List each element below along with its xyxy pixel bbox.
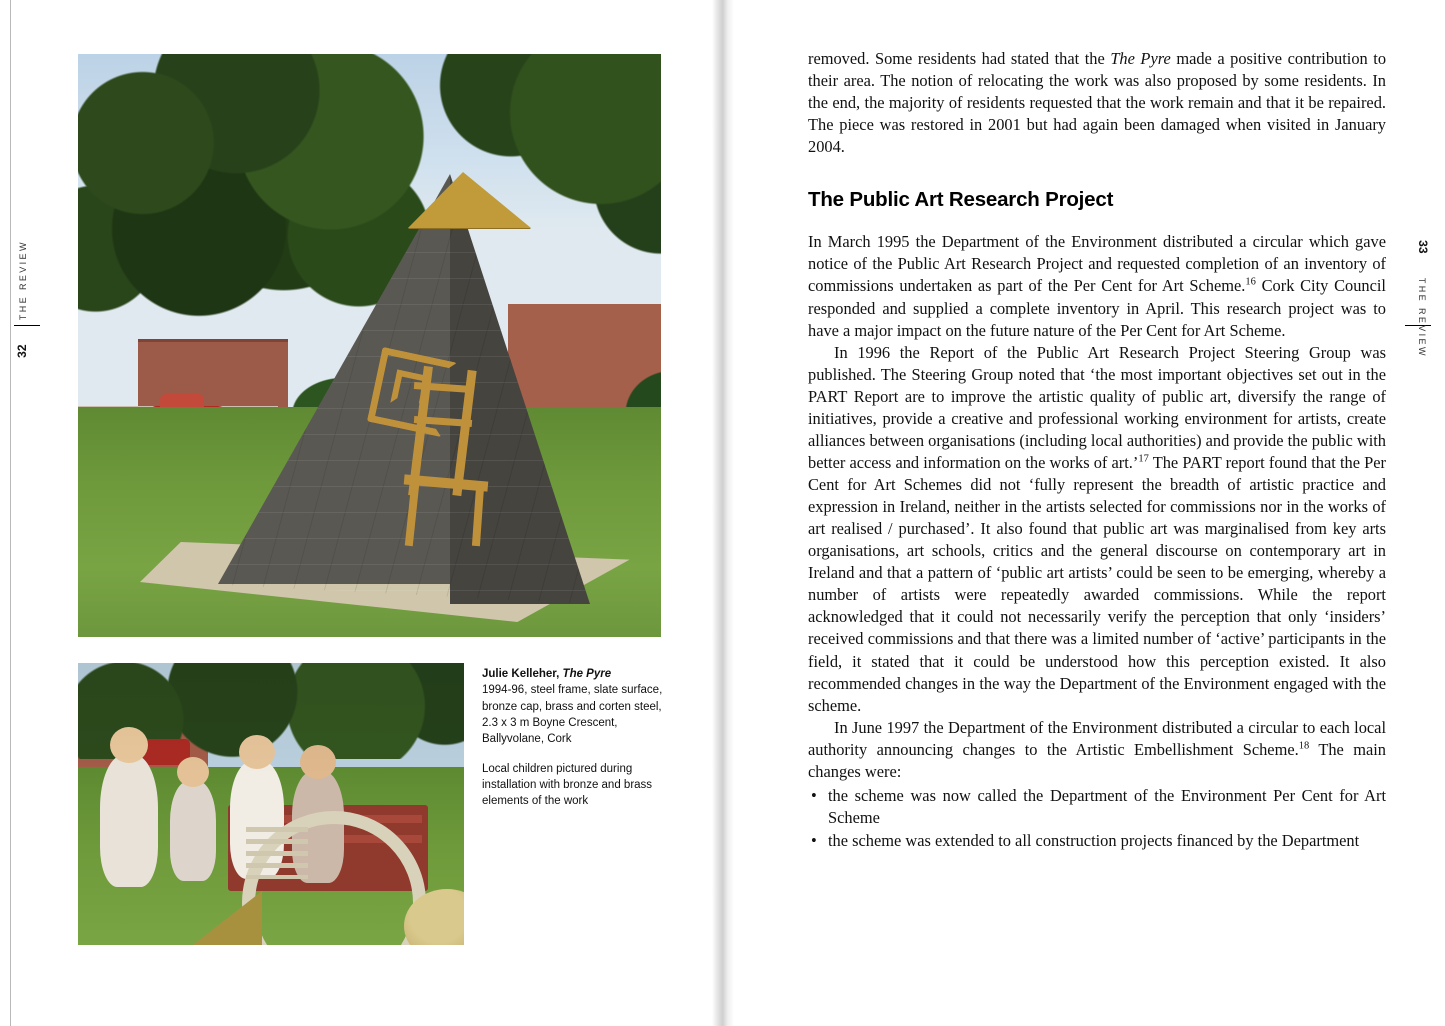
para-2-b: Cork City Council responded and supplied a complete inventory in April. This research project was to have a major impact on the future nature of the Per Cent for Art Scheme. <box>808 276 1386 340</box>
caption-work-title: The Pyre <box>562 668 612 680</box>
chair-motif <box>398 366 490 548</box>
folio-left <box>15 239 29 359</box>
footnote-marker-17: 17 <box>1138 453 1149 465</box>
folio-right <box>1416 239 1430 359</box>
caption-details: 1994-96, steel frame, slate surface, bronze cap, brass and corten steel, 2.3 x 3 m Boyne Crescent, Ballyvolane, Cork <box>482 684 663 746</box>
list-item-text: the scheme was now called the Department of the Environment Per Cent for Art Scheme <box>828 785 1386 827</box>
figure-caption <box>482 666 664 823</box>
paragraph-2 <box>808 231 1386 341</box>
bullet-glyph: • <box>811 831 817 850</box>
paragraph-3 <box>808 342 1386 717</box>
left-page <box>0 0 712 1026</box>
para-3-b: The PART report found that the Per Cent for Art Schemes did not ‘fully represent the breadth of artistic practice and expression in Ireland, neither in the artists selected for commissions nor in the works of art realised / purchased’. It also found that public art was marginalised from key arts organisations, art schools, critics and the general discourse on contemporary art in Ireland and that a pattern of ‘public art artists’ could be seen to be emerging, whereby a number of artists were repeatedly awarded commissions. While the report acknowledged that it could not necessarily verify the perception that only ‘insiders’ received commissions and that there was a limited number of ‘active’ participants in the field, it stated that it could be understood how this perception existed. It also recommended changes in the way the Department of the Environment engaged with the scheme. <box>808 452 1386 715</box>
paragraph-4 <box>808 717 1386 783</box>
list-item <box>808 830 1386 852</box>
page-number-left: 32 <box>15 344 29 358</box>
changes-list <box>808 785 1386 852</box>
book-gutter <box>712 0 734 1026</box>
caption-artist: Julie Kelleher, <box>482 668 563 680</box>
para-2-a: In March 1995 the Department of the Environment distributed a circular which gave notice of the Public Art Research Project and requested completion of an inventory of commissions undertaken as part of the Per Cent for Art Scheme. <box>808 232 1386 296</box>
bronze-cap <box>408 172 531 228</box>
running-head-right: THE REVIEW <box>1417 277 1427 358</box>
para-continued-rest: made a positive contribution to their area. The notion of relocating the work was also proposed by some residents. In the end, the majority of residents requested that the work remain and that it be repaired. The piece was restored in 2001 but had again been damaged when visited in January 2004. <box>808 49 1387 157</box>
caption-title-block <box>482 666 664 748</box>
photo-vignette <box>78 663 464 945</box>
gutter-rule <box>10 0 11 1026</box>
running-head-left: THE REVIEW <box>18 240 28 321</box>
list-item-text: the scheme was extended to all construction projects financed by the Department <box>828 831 1360 850</box>
right-page <box>734 0 1445 1026</box>
text-column <box>808 48 1386 853</box>
photograph-children-with-artwork <box>78 663 464 945</box>
para-3-a: In 1996 the Report of the Public Art Research Project Steering Group was published. The Steering Group noted that ‘the most important objectives set out in the PART Report are to improve the artistic quality of public art, diversify the range of initiatives, provide a creative and professional working environment for artists, create alliances between organisations (including local authorities) and provide the public with better access and information on the works of art.’ <box>808 342 1386 472</box>
section-heading: The Public Art Research Project <box>808 188 1114 212</box>
para-continued-start: removed. Some residents had stated that the <box>808 49 1111 68</box>
para-continued-italic: The Pyre <box>1110 49 1171 68</box>
para-4-b: The main changes were: <box>808 739 1387 781</box>
list-item <box>808 785 1386 829</box>
footnote-marker-16: 16 <box>1245 276 1256 288</box>
paragraph-continued <box>808 48 1386 158</box>
footnote-marker-18: 18 <box>1298 740 1310 752</box>
para-4-a: In June 1997 the Department of the Environment distributed a circular to each local authority announcing changes to the Artistic Embellishment Scheme. <box>808 717 1386 759</box>
bullet-glyph: • <box>811 785 817 805</box>
page-number-right: 33 <box>1416 240 1430 254</box>
caption-note: Local children pictured during installation with bronze and brass elements of the work <box>482 762 653 808</box>
photograph-pyramid-sculpture <box>78 54 661 637</box>
